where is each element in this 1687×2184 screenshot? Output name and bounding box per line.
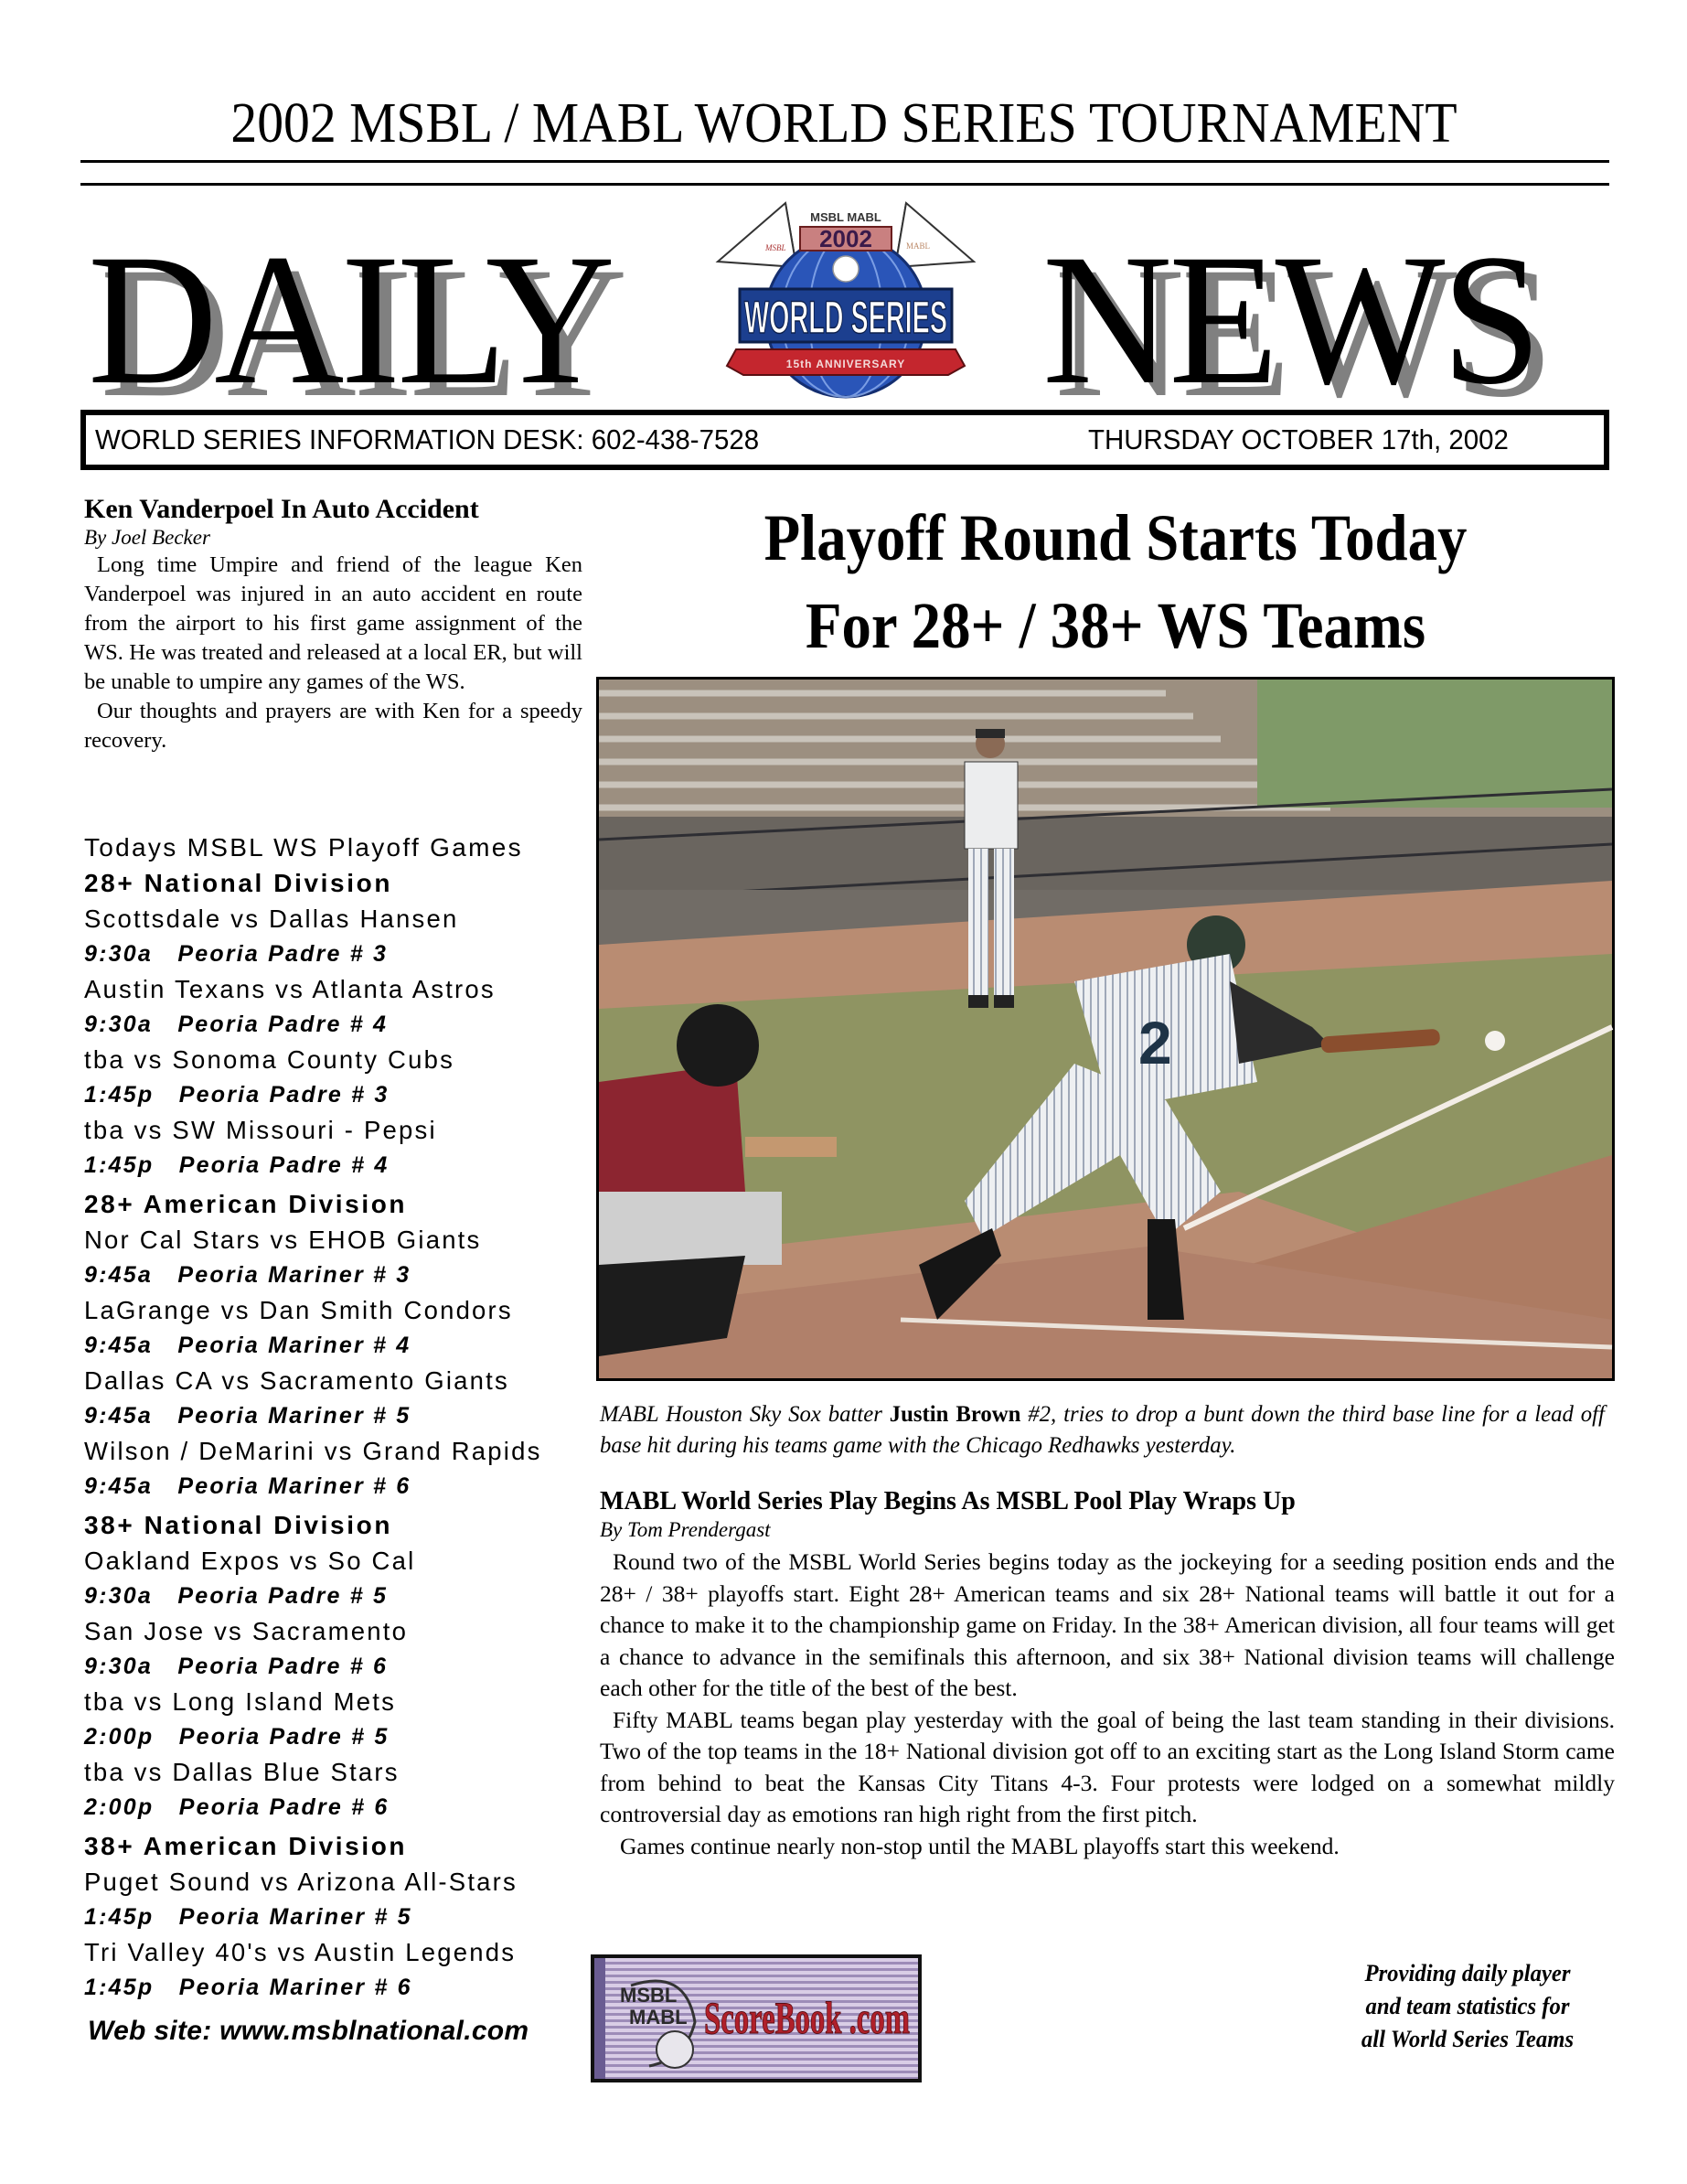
game-time: 1:45p (84, 1082, 155, 1108)
game-time: 9:45a (84, 1333, 153, 1358)
game-field: Peoria Padre # 3 (178, 1082, 390, 1108)
caption-text: MABL Houston Sky Sox batter (600, 1402, 890, 1427)
logo-top-text: MSBL MABL (810, 210, 881, 224)
right-pennant-icon (895, 203, 974, 267)
scorebook-ad-banner[interactable] (591, 1954, 922, 2082)
story-paragraph: Games continue nearly non-stop until the MABL playoffs start this weekend. (620, 1832, 1340, 1859)
game-field: Peoria Padre # 6 (178, 1794, 390, 1820)
svg-text:MSBL: MSBL (765, 243, 786, 252)
game-matchup: Nor Cal Stars vs EHOB Giants (84, 1226, 482, 1254)
game-matchup: Oakland Expos vs So Cal (84, 1547, 416, 1575)
side-article-title: Ken Vanderpoel In Auto Accident (84, 494, 479, 524)
slot-spacer (154, 1152, 178, 1178)
ad-tagline-line: and team statistics for (1365, 1993, 1570, 2019)
logo-ribbon-text: 15th ANNIVERSARY (785, 358, 906, 370)
game-matchup: Austin Texans vs Atlanta Astros (84, 975, 496, 1003)
game-time: 9:30a (84, 941, 153, 967)
game-matchup: LaGrange vs Dan Smith Condors (84, 1296, 513, 1324)
side-article-paragraph: Our thoughts and prayers are with Ken for a speedy recovery. (84, 699, 582, 753)
slot-spacer (154, 1082, 178, 1108)
scorebook-brand: ScoreBook .com (704, 1992, 910, 2043)
slot-spacer (153, 1333, 177, 1358)
side-article (84, 494, 582, 755)
headline-line-2: For 28+ / 38+ WS Teams (805, 589, 1426, 662)
game-field: Peoria Mariner # 6 (177, 1473, 411, 1499)
game-slot (84, 1970, 596, 2005)
schedule-division (84, 1186, 596, 1504)
side-article-body (84, 551, 582, 755)
left-pennant-icon (718, 203, 796, 267)
game-field: Peoria Padre # 4 (177, 1012, 389, 1037)
side-article-paragraph: Long time Umpire and friend of the league Ken Vanderpoel was injured in an auto accident en route from the airport to his first game assignment of the WS. He was treated and released at a local ER, but will be unable to umpire any games of the WS. (84, 552, 582, 694)
game-slot (84, 1469, 596, 1504)
game-slot (84, 1258, 596, 1292)
game-field: Peoria Padre # 5 (177, 1583, 389, 1609)
game-matchup: Tri Valley 40's vs Austin Legends (84, 1938, 517, 1966)
game-time: 9:30a (84, 1654, 153, 1679)
game-slot (84, 937, 596, 971)
game-matchup: San Jose vs Sacramento (84, 1617, 409, 1645)
website-link[interactable]: Web site: www.msblnational.com (88, 2016, 529, 2046)
slot-spacer (153, 1012, 177, 1037)
issue-date: THURSDAY OCTOBER 17th, 2002 (1087, 423, 1509, 455)
main-headline (655, 494, 1576, 669)
game-matchup: tba vs Long Island Mets (84, 1687, 397, 1716)
world-series-logo-icon (709, 196, 983, 399)
playoff-schedule (84, 830, 596, 2047)
svg-text:MABL: MABL (629, 2006, 688, 2029)
story-paragraph: Round two of the MSBL World Series begins today as the jockeying for a seeding position ends and the 28+ / 38+ playoffs start. Eight 28+ American teams and six 28+ National teams will battle it out for a chance to make it to the championship game on Friday. In the 38+ American division, all four teams will get a chance to advance in the semifinals this afternoon, and six 38+ National division teams will challenge each other for the title of the best of the best. (600, 1548, 1615, 1701)
game-matchup: Scottsdale vs Dallas Hansen (84, 905, 459, 933)
second-story (600, 1486, 1615, 1862)
schedule-division (84, 1507, 596, 1825)
game-field: Peoria Padre # 4 (178, 1152, 390, 1178)
game-matchup: tba vs Dallas Blue Stars (84, 1758, 400, 1786)
game-field: Peoria Padre # 3 (177, 941, 389, 967)
info-desk-phone: WORLD SERIES INFORMATION DESK: 602-438-7528 (95, 423, 760, 455)
story-paragraph: Fifty MABL teams began play yesterday with the goal of being the last team standing in their divisions. Two of the top teams in the 18+ National division got off to an exciting start as the Long Island Storm came from behind to beat the Kansas City Titans 4-3. Four protests were lodged on a somewhat mildly controversial day as emotions ran high right from the first pitch. (600, 1706, 1615, 1827)
game-time: 2:00p (84, 1724, 155, 1750)
second-story-title: MABL World Series Play Begins As MSBL Pool Play Wraps Up (600, 1487, 1296, 1515)
division-title: 28+ American Division (84, 1190, 408, 1218)
game-time: 1:45p (84, 1904, 155, 1930)
game-time: 2:00p (84, 1794, 155, 1820)
game-field: Peoria Mariner # 3 (177, 1262, 411, 1288)
game-slot (84, 1579, 596, 1613)
schedule-division (84, 1828, 596, 2005)
logo-main-text: WORLD SERIES (744, 292, 947, 343)
game-slot (84, 1077, 596, 1112)
slot-spacer (154, 1975, 178, 2000)
jersey-number: 2 (1138, 1009, 1172, 1076)
game-slot (84, 1398, 596, 1433)
game-time: 9:45a (84, 1403, 153, 1429)
schedule-title: Todays MSBL WS Playoff Games (84, 833, 523, 862)
game-field: Peoria Mariner # 4 (177, 1333, 411, 1358)
slot-spacer (153, 1583, 177, 1609)
caption-player-name: Justin Brown (889, 1402, 1021, 1427)
ad-tagline-line: all World Series Teams (1361, 2026, 1575, 2052)
game-slot (84, 1719, 596, 1754)
division-title: 28+ National Division (84, 869, 393, 897)
caption-text-rest: #2, tries to drop a bunt down the third base line for a lead off base hit during his teams game with the Chicago Redhawks yesterday. (600, 1402, 1605, 1458)
slot-spacer (153, 1262, 177, 1288)
game-time: 9:45a (84, 1473, 153, 1499)
game-time: 9:30a (84, 1012, 153, 1037)
game-time: 1:45p (84, 1152, 155, 1178)
game-field: Peoria Padre # 6 (177, 1654, 389, 1679)
game-time: 9:30a (84, 1583, 153, 1609)
slot-spacer (154, 1904, 178, 1930)
slot-spacer (154, 1724, 178, 1750)
game-matchup: Wilson / DeMarini vs Grand Rapids (84, 1437, 542, 1465)
game-slot (84, 1649, 596, 1684)
game-field: Peoria Mariner # 5 (178, 1904, 412, 1930)
game-matchup: Puget Sound vs Arizona All-Stars (84, 1868, 518, 1896)
svg-text:MSBL: MSBL (620, 1984, 678, 2007)
division-title: 38+ American Division (84, 1832, 408, 1860)
slot-spacer (154, 1794, 178, 1820)
photo-caption (600, 1399, 1605, 1461)
second-story-byline: By Tom Prendergast (600, 1518, 771, 1541)
tournament-title: 2002 MSBL / MABL WORLD SERIES TOURNAMENT (230, 92, 1457, 155)
header-rule-bottom (80, 183, 1609, 186)
schedule-division (84, 865, 596, 1183)
header-rule-top (80, 160, 1609, 163)
msbl-mabl-logo-icon (620, 1981, 695, 2068)
ad-tagline-line: Providing daily player (1364, 1960, 1571, 1986)
ad-tagline (1324, 1957, 1611, 2056)
game-slot (84, 1328, 596, 1363)
second-story-body (600, 1547, 1615, 1862)
game-matchup: tba vs Sonoma County Cubs (84, 1045, 455, 1074)
side-article-byline: By Joel Becker (84, 526, 210, 549)
game-time: 1:45p (84, 1975, 155, 2000)
game-slot (84, 1007, 596, 1042)
game-slot (84, 1900, 596, 1934)
division-title: 38+ National Division (84, 1511, 393, 1539)
game-slot (84, 1790, 596, 1825)
info-bar (80, 410, 1609, 470)
slot-spacer (153, 941, 177, 967)
masthead-daily: DAILY (88, 216, 613, 423)
logo-year: 2002 (819, 225, 872, 252)
game-time: 9:45a (84, 1262, 153, 1288)
game-field: Peoria Mariner # 6 (178, 1975, 412, 2000)
slot-spacer (153, 1473, 177, 1499)
game-matchup: tba vs SW Missouri - Pepsi (84, 1116, 437, 1144)
baseball-bunt-photo (596, 677, 1615, 1381)
game-field: Peoria Mariner # 5 (177, 1403, 411, 1429)
headline-line-1: Playoff Round Starts Today (763, 501, 1468, 574)
game-matchup: Dallas CA vs Sacramento Giants (84, 1366, 509, 1395)
slot-spacer (153, 1403, 177, 1429)
game-slot (84, 1148, 596, 1183)
masthead-news: NEWS (1042, 216, 1539, 423)
game-field: Peoria Padre # 5 (178, 1724, 390, 1750)
slot-spacer (153, 1654, 177, 1679)
svg-text:MABL: MABL (906, 241, 931, 251)
